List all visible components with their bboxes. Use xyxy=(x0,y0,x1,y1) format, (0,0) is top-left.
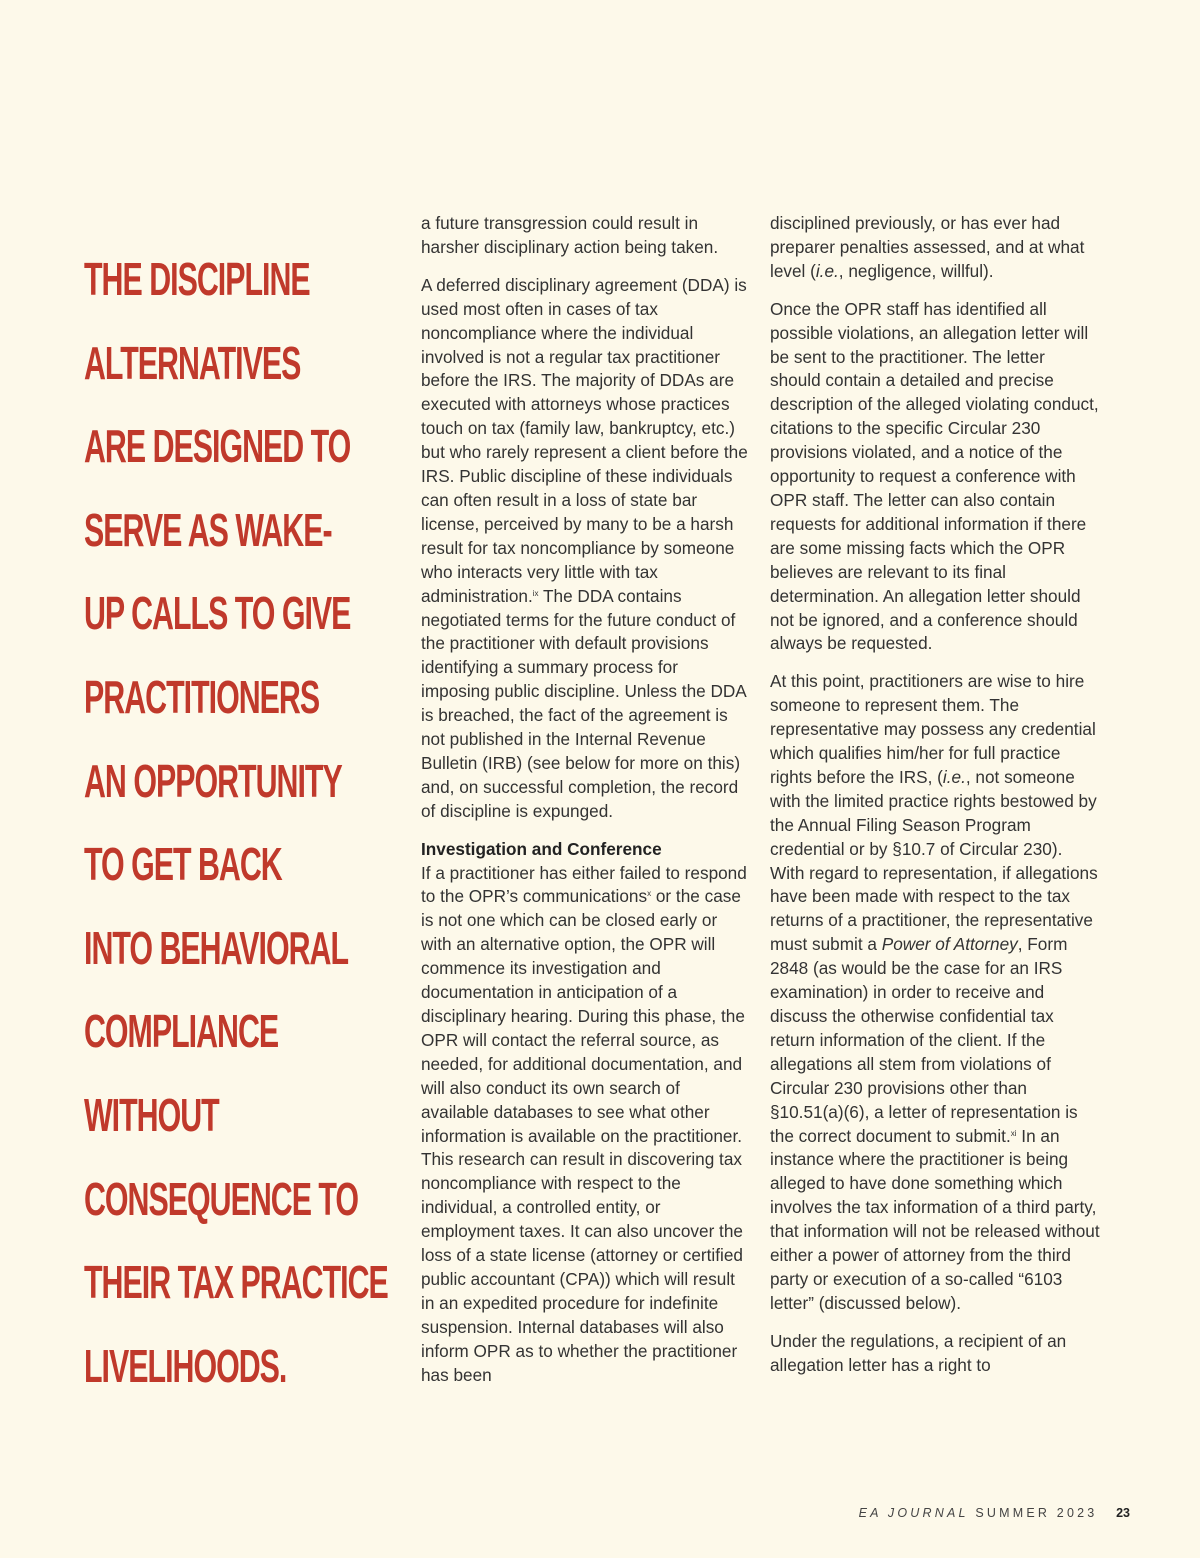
text-run-italic: Power of Attorney xyxy=(881,934,1018,955)
text-run: disciplined previously, or has ever had preparer penalties assessed, and at what level ( xyxy=(770,213,1085,281)
pull-quote-line: THEIR TAX PRACTICE xyxy=(84,1256,388,1309)
text-run: A deferred disciplinary agreement (DDA) is used most often in cases of tax noncompliance where the individual involved is not a regular tax practitioner before the IRS. The majority of DDAs are executed with attorneys whose practices touch on tax (family law, bankruptcy, etc.) but who rarely represent a client before the IRS. Public discipline of these individuals can often result in a loss of state bar license, perceived by many to be a harsh result for tax noncompliance by someone who interacts very little with tax administration. xyxy=(421,274,748,606)
pull-quote-line: PRACTITIONERS xyxy=(84,670,320,723)
footnote-ref: xi xyxy=(1010,1128,1017,1138)
pull-quote-line: THE DISCIPLINE xyxy=(84,253,310,305)
paragraph-dda xyxy=(421,274,751,824)
pull-quote xyxy=(84,238,388,1408)
footnote-ref: ix xyxy=(532,588,539,598)
journal-name: EA JOURNAL xyxy=(858,1506,969,1520)
text-run-italic: i.e. xyxy=(942,766,966,787)
pull-quote-line: AN OPPORTUNITY xyxy=(84,754,342,807)
text-run: At this point, practitioners are wise to hire someone to represent them. The representative may possess any credential which qualifies him/her for full practice rights before the IRS, ( xyxy=(770,671,1096,787)
text-run: or the case is not one which can be closed early or with an alternative option, the OPR will commence its investigation and documentation in anticipation of a disciplinary hearing. During this phase, the OPR will contact the referral source, as needed, for additional documentation, and will also conduct its own search of available databases to see what other information is available on the practitioner. This research can result in discovering tax noncompliance with respect to the individual, a controlled entity, or employment taxes. It can also uncover the loss of a state license (attorney or certified public accountant (CPA)) which will result in an expedited procedure for indefinite suspension. Internal databases will also inform OPR as to whether the practitioner has been xyxy=(421,886,745,1385)
page-number: 23 xyxy=(1116,1506,1130,1520)
pull-quote-line: ALTERNATIVES xyxy=(84,336,301,389)
pull-quote-line: TO GET BACK xyxy=(84,838,282,891)
text-run: The DDA contains negotiated terms for the future conduct of the practitioner with default provisions identifying a summary process for imposing public discipline. Unless the DDA is breached, the fact of the agreement is not published in the Internal Revenue Bulletin (IRB) (see below for more on this) and, on successful completion, the record of discipline is expunged. xyxy=(421,585,746,821)
text-run: If a practitioner has either failed to respond to the OPR’s communications xyxy=(421,862,747,907)
paragraph: Under the regulations, a recipient of an allegation letter has a right to xyxy=(770,1330,1067,1375)
section-heading: Investigation and Conference xyxy=(421,838,662,859)
text-run: , Form 2848 (as would be the case for an IRS examination) in order to receive and discuss the otherwise confidential tax return information of the client. If the allegations all stem from violations of Circular 230 provisions other than §10.51(a)(6), a letter of representation is the correct document to submit. xyxy=(770,934,1078,1146)
article-column-2 xyxy=(770,212,1100,1392)
pull-quote-line: LIVELIHOODS. xyxy=(84,1339,287,1392)
paragraph-allegation-letter: Once the OPR staff has identified all possible violations, an allegation letter will be sent to the practitioner. The letter should contain a detailed and precise description of the alleged violating conduct, citations to the specific Circular 230 provisions violated, and a notice of the opportunity to request a conference with OPR staff. The letter can also contain requests for additional information if there are some missing facts which the OPR believes are relevant to its final determination. An allegation letter should not be ignored, and a conference should always be requested. xyxy=(770,298,1099,654)
text-run: , negligence, willful). xyxy=(838,260,994,281)
article-column-1 xyxy=(421,212,751,1388)
text-run-italic: i.e. xyxy=(815,260,839,281)
paragraph-investigation xyxy=(421,862,751,1388)
pull-quote-line: INTO BEHAVIORAL xyxy=(84,921,349,974)
paragraph xyxy=(770,212,1100,284)
issue-label: SUMMER 2023 xyxy=(975,1506,1098,1520)
paragraph: a future transgression could result in harsher disciplinary action being taken. xyxy=(421,213,719,257)
pull-quote-line: SERVE AS WAKE- xyxy=(84,503,332,556)
text-run: In an instance where the practitioner is being alleged to have done something which involves the tax information of a third party, that information will not be released without either a power of attorney from the third party or execution of a so-called “6103 letter” (discussed below). xyxy=(770,1125,1100,1313)
pull-quote-line: WITHOUT xyxy=(84,1088,219,1141)
pull-quote-line: CONSEQUENCE TO xyxy=(84,1172,359,1225)
footnote-ref: x xyxy=(647,889,652,899)
pull-quote-line: ARE DESIGNED TO xyxy=(84,420,351,473)
page-footer xyxy=(859,1506,1130,1520)
pull-quote-line: COMPLIANCE xyxy=(84,1005,279,1058)
pull-quote-line: UP CALLS TO GIVE xyxy=(84,587,351,640)
paragraph-representation xyxy=(770,670,1100,1315)
text-run: , not someone with the limited practice rights bestowed by the Annual Filing Season Program credential or by §10.7 of Circular 230). With regard to representation, if allegations have been made with respect to the tax returns of a practitioner, the representative must submit a xyxy=(770,766,1098,955)
